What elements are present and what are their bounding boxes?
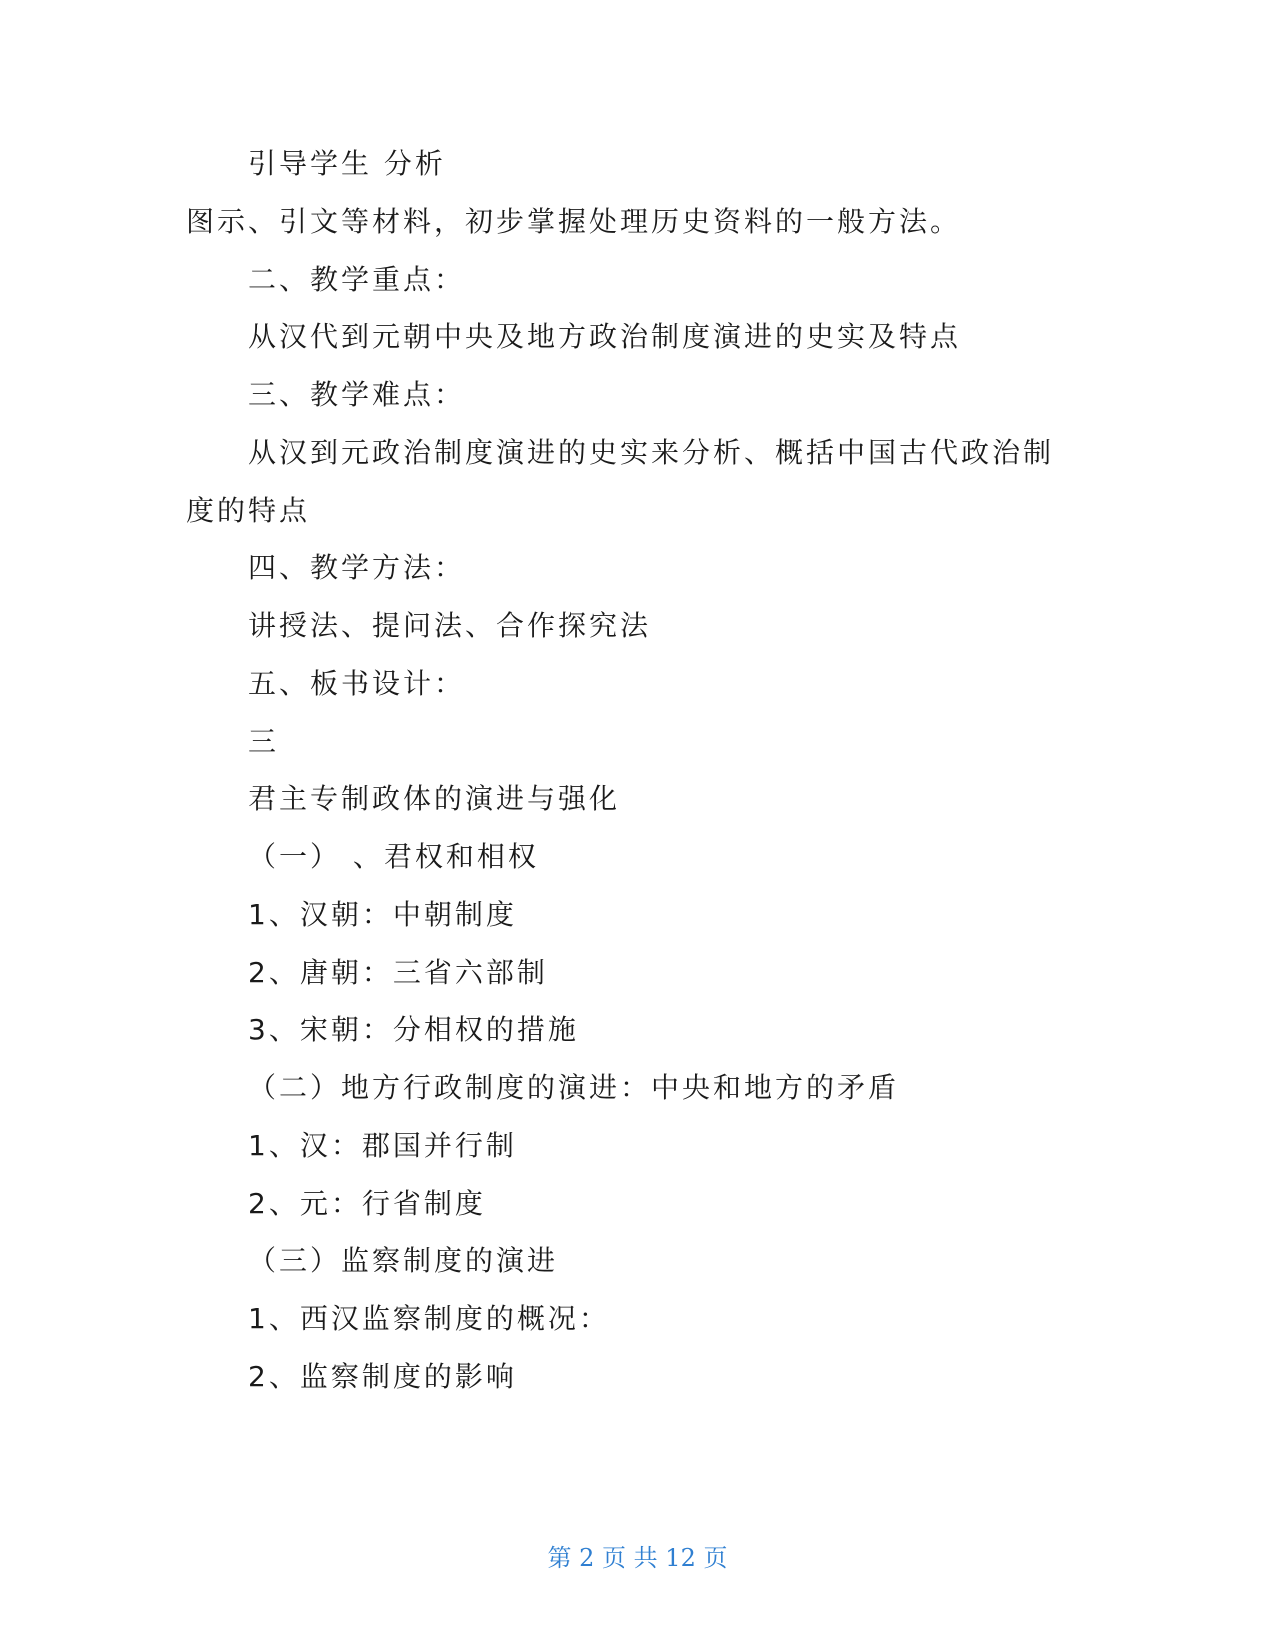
section-heading: 三、教学难点：: [248, 378, 466, 411]
list-item: 1、汉：郡国并行制: [248, 1129, 517, 1162]
text-line: 三: [248, 725, 280, 758]
section-heading: 四、教学方法：: [248, 551, 466, 584]
list-item: 3、宋朝：分相权的措施: [248, 1013, 579, 1046]
subsection-heading: （二）地方行政制度的演进：中央和地方的矛盾: [248, 1071, 900, 1104]
text-line: 从汉代到元朝中央及地方政治制度演进的史实及特点: [248, 320, 962, 353]
text-line: 引导学生 分析: [248, 147, 446, 180]
list-item: 1、西汉监察制度的概况：: [248, 1302, 610, 1335]
text-line: 度的特点: [186, 494, 311, 527]
text-line: 图示、引文等材料，初步掌握处理历史资料的一般方法。: [186, 205, 962, 238]
page-number-footer: 第 2 页 共 12 页: [547, 1544, 728, 1572]
list-item: 2、元：行省制度: [248, 1187, 486, 1220]
subsection-heading: （一） 、君权和相权: [248, 840, 539, 873]
text-line: 从汉到元政治制度演进的史实来分析、概括中国古代政治制: [248, 436, 1055, 469]
section-heading: 五、板书设计：: [248, 667, 466, 700]
subsection-heading: （三）监察制度的演进: [248, 1244, 559, 1277]
text-line: 讲授法、提问法、合作探究法: [248, 609, 652, 642]
list-item: 2、监察制度的影响: [248, 1360, 517, 1393]
list-item: 2、唐朝：三省六部制: [248, 956, 548, 989]
list-item: 1、汉朝：中朝制度: [248, 898, 517, 931]
text-line: 君主专制政体的演进与强化: [248, 782, 621, 815]
section-heading: 二、教学重点：: [248, 263, 466, 296]
